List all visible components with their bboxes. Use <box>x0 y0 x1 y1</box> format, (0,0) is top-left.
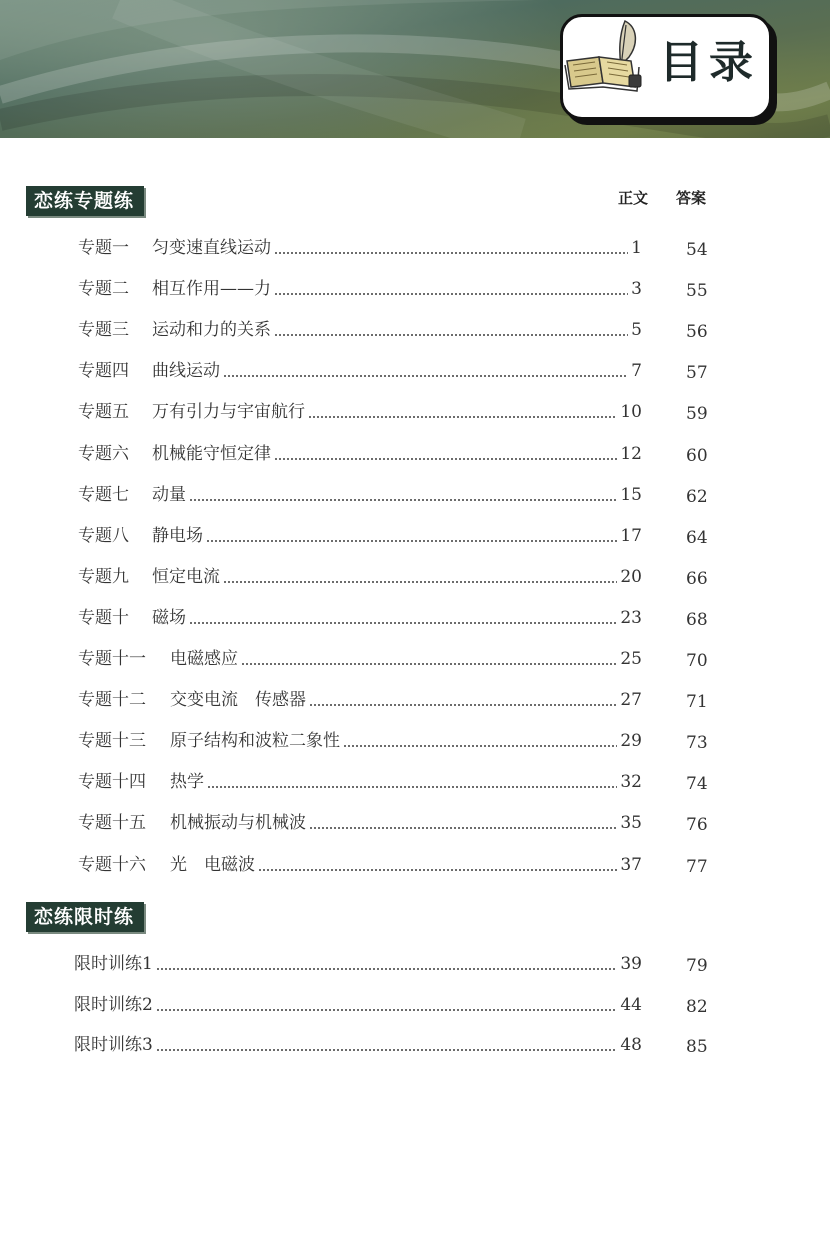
entry-title: 动量 <box>152 484 186 505</box>
entry-page-number: 48 <box>620 1035 642 1055</box>
entry-page-number: 32 <box>620 772 642 793</box>
section-heading-topics: 恋练专题练 <box>26 186 144 216</box>
entry-answer-page: 71 <box>686 692 708 713</box>
entry-label: 专题七 <box>78 484 129 505</box>
toc-entry[interactable] <box>78 483 720 507</box>
entry-label: 专题一 <box>78 238 129 258</box>
entry-title: 运动和力的关系 <box>152 320 271 341</box>
entry-answer-page: 79 <box>686 956 708 976</box>
entry-answer-page: 74 <box>686 774 708 795</box>
entry-answer-page: 77 <box>686 856 708 877</box>
dot-leader <box>189 606 617 630</box>
toc-entry[interactable] <box>78 400 720 424</box>
toc-title: 目录 <box>659 37 759 88</box>
entry-answer-page: 73 <box>686 733 708 754</box>
entry-label: 专题五 <box>78 402 129 423</box>
entry-title: 限时训练1 <box>74 954 153 974</box>
toc-entry[interactable] <box>78 853 720 877</box>
entry-title: 万有引力与宇宙航行 <box>152 402 305 423</box>
entry-answer-page: 68 <box>686 609 708 630</box>
dot-leader <box>309 688 617 712</box>
entry-title: 机械振动与机械波 <box>170 813 306 834</box>
entry-page-number: 23 <box>620 607 642 628</box>
toc-entry[interactable] <box>74 952 720 976</box>
toc-entry[interactable] <box>78 318 720 342</box>
entry-label: 专题四 <box>78 361 129 382</box>
dot-leader <box>156 993 618 1017</box>
entry-label: 专题三 <box>78 320 129 341</box>
entry-answer-page: 60 <box>686 445 708 466</box>
entry-page-number: 12 <box>620 443 642 464</box>
entry-title: 机械能守恒定律 <box>152 443 271 464</box>
dot-leader <box>274 277 628 301</box>
dot-leader <box>189 483 617 507</box>
entry-title: 磁场 <box>152 607 186 628</box>
entry-page-number: 10 <box>620 402 642 423</box>
entry-label: 专题十 <box>78 607 129 628</box>
column-header-body: 正文 <box>618 189 649 207</box>
entry-page-number: 3 <box>631 279 642 300</box>
entry-title: 交变电流 传感器 <box>170 690 306 711</box>
toc-entry[interactable] <box>78 442 720 466</box>
entry-title: 限时训练2 <box>74 994 153 1015</box>
dot-leader <box>156 952 618 976</box>
entry-answer-page: 54 <box>686 240 708 260</box>
dot-leader <box>274 442 617 466</box>
entry-page-number: 27 <box>620 690 642 711</box>
dot-leader <box>309 811 617 835</box>
entry-answer-page: 85 <box>686 1037 708 1057</box>
entry-label: 专题十二 <box>78 690 146 711</box>
entry-title: 恒定电流 <box>152 566 220 587</box>
entry-page-number: 7 <box>631 361 642 382</box>
entry-title: 曲线运动 <box>152 361 220 382</box>
dot-leader <box>206 524 617 548</box>
entry-title: 相互作用——力 <box>152 279 271 300</box>
entry-label: 专题十四 <box>78 772 146 793</box>
toc-entry[interactable] <box>78 359 720 383</box>
toc-entry[interactable] <box>78 606 720 630</box>
entry-label: 专题十六 <box>78 854 146 875</box>
dot-leader <box>223 565 617 589</box>
entry-answer-page: 76 <box>686 815 708 836</box>
dot-leader <box>223 359 628 383</box>
entry-title: 匀变速直线运动 <box>152 238 271 258</box>
entry-page-number: 29 <box>620 731 642 752</box>
entry-answer-page: 62 <box>686 486 708 507</box>
header-banner <box>0 0 830 138</box>
dot-leader <box>343 729 617 753</box>
entry-title: 光 电磁波 <box>170 854 255 875</box>
entry-label: 专题二 <box>78 279 129 300</box>
toc-entry[interactable] <box>78 688 720 712</box>
entry-title: 热学 <box>170 772 204 793</box>
entry-page-number: 20 <box>620 566 642 587</box>
entry-page-number: 35 <box>620 813 642 834</box>
toc-title-box <box>560 14 772 120</box>
toc-entry[interactable] <box>78 524 720 548</box>
entry-answer-page: 82 <box>686 996 708 1017</box>
entry-label: 专题八 <box>78 525 129 546</box>
entry-page-number: 15 <box>620 484 642 505</box>
dot-leader <box>308 400 617 424</box>
entry-answer-page: 59 <box>686 404 708 425</box>
column-header-answer: 答案 <box>676 189 707 207</box>
entry-title: 限时训练3 <box>74 1035 153 1055</box>
entry-page-number: 37 <box>620 854 642 875</box>
dot-leader <box>156 1033 618 1057</box>
dot-leader <box>274 318 628 342</box>
entry-answer-page: 64 <box>686 527 708 548</box>
entry-label: 专题十三 <box>78 731 146 752</box>
toc-entry[interactable] <box>78 277 720 301</box>
entry-answer-page: 55 <box>686 281 708 302</box>
dot-leader <box>207 770 617 794</box>
dot-leader <box>241 647 617 671</box>
entry-label: 专题十一 <box>78 649 146 669</box>
dot-leader <box>258 853 617 877</box>
entry-title: 原子结构和波粒二象性 <box>170 731 340 752</box>
dot-leader <box>274 236 628 260</box>
entry-page-number: 39 <box>620 954 642 974</box>
entry-page-number: 17 <box>620 525 642 546</box>
toc-entry[interactable] <box>78 770 720 794</box>
entry-answer-page: 66 <box>686 568 708 589</box>
entry-page-number: 1 <box>631 238 642 258</box>
section-heading-timed: 恋练限时练 <box>26 902 144 932</box>
entry-title: 电磁感应 <box>170 649 238 669</box>
entry-answer-page: 57 <box>686 363 708 384</box>
entry-title: 静电场 <box>152 525 203 546</box>
entry-page-number: 5 <box>631 320 642 341</box>
entry-page-number: 44 <box>620 994 642 1015</box>
entry-label: 专题九 <box>78 566 129 587</box>
entry-label: 专题十五 <box>78 813 146 834</box>
entry-answer-page: 70 <box>686 651 708 671</box>
entry-page-number: 25 <box>620 649 642 669</box>
toc-entry[interactable] <box>74 1033 720 1057</box>
toc-entry[interactable] <box>78 647 720 671</box>
toc-entry[interactable] <box>78 729 720 753</box>
entry-label: 专题六 <box>78 443 129 464</box>
entry-answer-page: 56 <box>686 322 708 343</box>
toc-entry[interactable] <box>74 993 720 1017</box>
toc-entry[interactable] <box>78 565 720 589</box>
toc-entry[interactable] <box>78 811 720 835</box>
book-quill-icon <box>563 17 647 93</box>
toc-entry[interactable] <box>78 236 720 260</box>
